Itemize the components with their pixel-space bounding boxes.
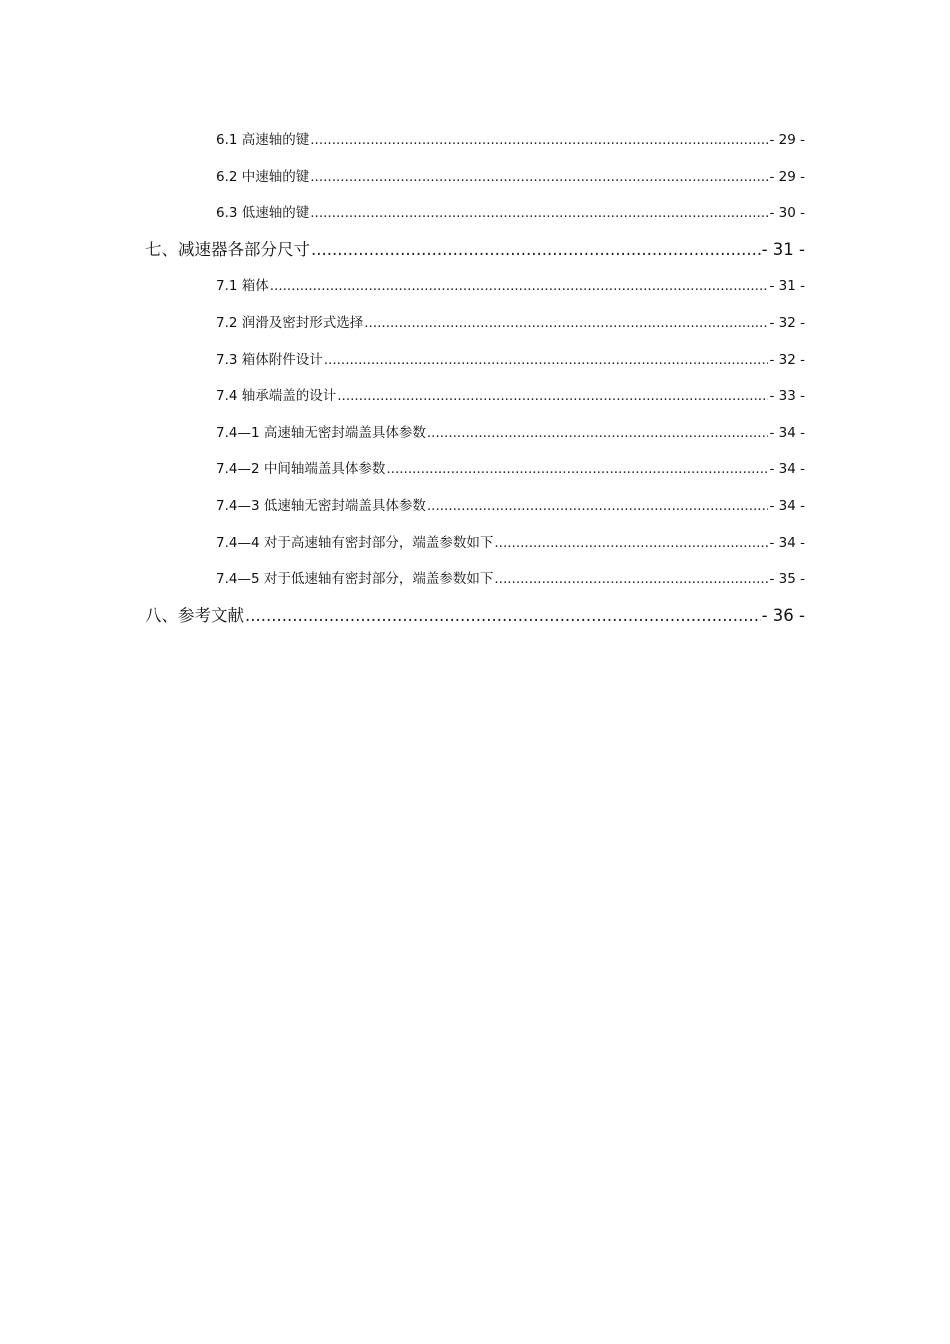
toc-entry-title: 7.4 轴承端盖的设计 <box>216 388 337 405</box>
toc-dot-leader <box>494 525 768 562</box>
toc-dot-leader <box>337 378 768 415</box>
toc-entry[interactable] <box>0 305 950 342</box>
toc-dot-leader <box>270 268 769 305</box>
toc-dot-leader <box>494 561 768 598</box>
toc-entry-page: - 32 - <box>769 351 805 368</box>
toc-entry[interactable] <box>0 159 950 196</box>
toc-entry-title: 7.4—4 对于高速轴有密封部分，端盖参数如下 <box>216 534 494 551</box>
toc-entry-title: 6.3 低速轴的键 <box>216 205 310 222</box>
toc-entry[interactable] <box>0 525 950 562</box>
toc-entry-page: - 34 - <box>769 461 805 478</box>
toc-entry-title: 八、参考文献 <box>145 605 244 625</box>
toc-dot-leader <box>364 305 768 342</box>
toc-entry[interactable] <box>0 415 950 452</box>
toc-chapter-entry[interactable] <box>0 232 950 269</box>
toc-entry-title: 6.1 高速轴的键 <box>216 132 310 148</box>
toc-entry[interactable] <box>0 342 950 379</box>
toc-entry-title: 7.4—3 低速轴无密封端盖具体参数 <box>216 497 426 514</box>
toc-entry-page: - 32 - <box>769 314 805 331</box>
toc-entry-page: - 34 - <box>769 534 805 551</box>
toc-dot-leader <box>310 122 768 159</box>
toc-entry[interactable] <box>0 195 950 232</box>
toc-entry-page: - 30 - <box>769 205 805 222</box>
toc-entry-title: 七、减速器各部分尺寸 <box>145 239 310 259</box>
toc-dot-leader <box>386 451 768 488</box>
toc-entry-page: - 35 - <box>769 571 805 588</box>
table-of-contents <box>0 122 950 634</box>
toc-dot-leader <box>245 598 761 635</box>
toc-entry-page: - 34 - <box>769 497 805 514</box>
toc-dot-leader <box>324 342 769 379</box>
toc-entry-title: 7.3 箱体附件设计 <box>216 351 323 368</box>
toc-entry-page: - 31 - <box>761 239 805 259</box>
toc-entry-page: - 31 - <box>769 278 805 295</box>
toc-entry[interactable] <box>0 488 950 525</box>
toc-entry[interactable] <box>0 378 950 415</box>
toc-entry-page: - 29 - <box>769 168 805 185</box>
toc-entry[interactable] <box>0 122 950 159</box>
toc-entry-title: 7.4—1 高速轴无密封端盖具体参数 <box>216 424 426 441</box>
toc-entry[interactable] <box>0 561 950 598</box>
toc-entry[interactable] <box>0 451 950 488</box>
toc-dot-leader <box>310 159 768 196</box>
toc-entry-title: 7.4—2 中间轴端盖具体参数 <box>216 461 386 478</box>
toc-dot-leader <box>427 488 769 525</box>
toc-entry[interactable] <box>0 268 950 305</box>
toc-entry-title: 7.1 箱体 <box>216 278 269 295</box>
toc-dot-leader <box>427 415 769 452</box>
toc-chapter-entry[interactable] <box>0 598 950 635</box>
toc-entry-page: - 36 - <box>761 605 805 625</box>
toc-entry-page: - 33 - <box>769 388 805 405</box>
toc-dot-leader <box>311 232 761 269</box>
toc-entry-title: 7.4—5 对于低速轴有密封部分，端盖参数如下 <box>216 571 494 588</box>
toc-entry-page: - 29 - <box>769 132 805 148</box>
toc-entry-title: 6.2 中速轴的键 <box>216 168 310 185</box>
toc-entry-title: 7.2 润滑及密封形式选择 <box>216 314 364 331</box>
toc-dot-leader <box>310 195 768 232</box>
toc-entry-page: - 34 - <box>769 424 805 441</box>
